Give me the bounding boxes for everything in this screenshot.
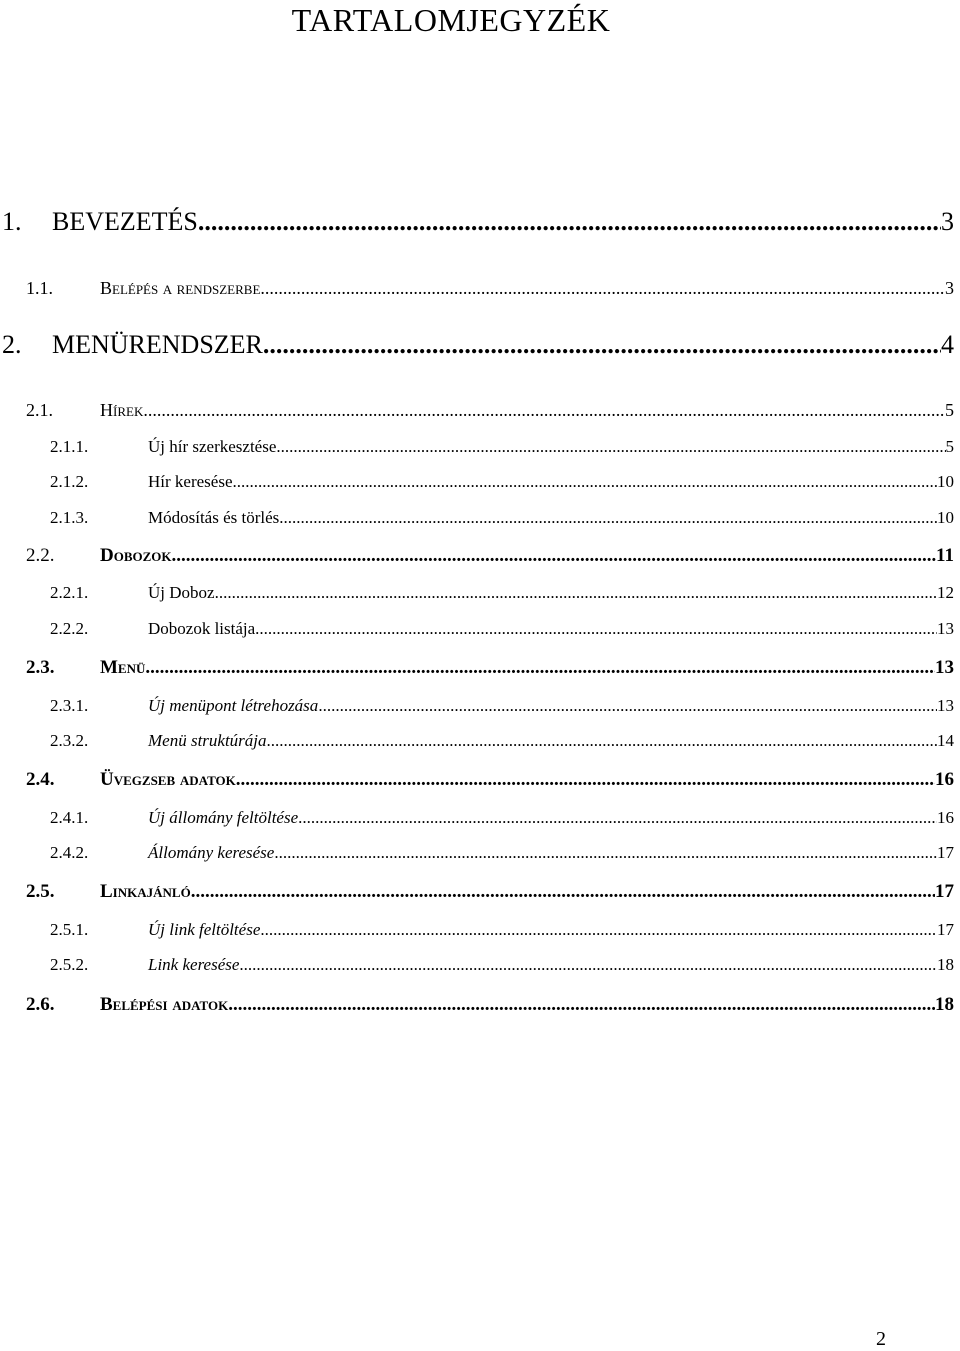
toc-entry-title: Menü struktúrája <box>148 731 267 751</box>
toc-entry-page: 13 <box>935 657 960 679</box>
toc-entry-page: 18 <box>937 955 960 975</box>
toc-entry-page: 13 <box>937 696 960 716</box>
toc-dot-leader <box>260 278 945 299</box>
toc-entry-page: 3 <box>941 207 960 237</box>
toc-entry-modositas[interactable] <box>0 508 960 528</box>
toc-entry-page: 14 <box>937 731 960 751</box>
toc-entry-menu[interactable] <box>0 657 960 679</box>
toc-entry-menurendszer[interactable] <box>0 330 960 360</box>
toc-entry-page: 16 <box>935 769 960 791</box>
toc-entry-page: 5 <box>945 400 960 421</box>
toc-entry-belepes[interactable] <box>0 278 960 299</box>
toc-entry-number: 2.4.2. <box>0 843 148 863</box>
toc-entry-dobozok[interactable] <box>0 545 960 567</box>
toc-entry-number: 2.4. <box>0 769 100 791</box>
toc-entry-title: Dobozok <box>100 545 172 567</box>
toc-entry-title: Új hír szerkesztése <box>148 437 276 457</box>
toc-entry-number: 2.1.1. <box>0 437 148 457</box>
toc-entry-dobozok-listaja[interactable] <box>0 619 960 639</box>
toc-dot-leader <box>191 881 935 903</box>
toc-entry-title: Új Doboz <box>148 583 215 603</box>
page-number: 2 <box>876 1328 886 1351</box>
toc-dot-leader <box>236 769 935 791</box>
toc-entry-title: Belépési adatok <box>100 994 228 1016</box>
toc-entry-page: 12 <box>937 583 960 603</box>
toc-entry-page: 17 <box>937 920 960 940</box>
toc-entry-hir-keresese[interactable] <box>0 472 960 492</box>
toc-entry-page: 10 <box>937 472 960 492</box>
toc-entry-title: Hír keresése <box>148 472 233 492</box>
toc-dot-leader <box>228 994 935 1016</box>
toc-entry-title: Menü <box>100 657 145 679</box>
toc-entry-number: 2.1.2. <box>0 472 148 492</box>
toc-entry-number: 2.2. <box>0 545 100 567</box>
toc-entry-page: 3 <box>945 278 960 299</box>
toc-dot-leader <box>260 920 937 940</box>
toc-dot-leader <box>198 207 941 237</box>
toc-entry-page: 10 <box>937 508 960 528</box>
toc-dot-leader <box>143 400 945 421</box>
toc-entry-number: 2. <box>0 330 52 360</box>
toc-entry-page: 16 <box>937 808 960 828</box>
toc-entry-uj-menupont[interactable] <box>0 696 960 716</box>
toc-entry-number: 2.2.2. <box>0 619 148 639</box>
toc-entry-allomany-keresese[interactable] <box>0 843 960 863</box>
page-title: TARTALOMJEGYZÉK <box>0 2 902 39</box>
toc-entry-title: Linkajánló <box>100 881 191 903</box>
toc-entry-linkajanlo[interactable] <box>0 881 960 903</box>
toc-entry-uj-link[interactable] <box>0 920 960 940</box>
toc-entry-title: Módosítás és törlés <box>148 508 279 528</box>
toc-entry-number: 2.2.1. <box>0 583 148 603</box>
toc-dot-leader <box>298 808 937 828</box>
toc-entry-page: 11 <box>936 545 960 567</box>
toc-entry-number: 1.1. <box>0 278 100 299</box>
toc-entry-page: 4 <box>941 330 960 360</box>
toc-entry-uj-allomany[interactable] <box>0 808 960 828</box>
toc-entry-link-keresese[interactable] <box>0 955 960 975</box>
toc-entry-number: 2.6. <box>0 994 100 1016</box>
toc-entry-title: MENÜRENDSZER <box>52 330 263 360</box>
toc-entry-uj-hir[interactable] <box>0 437 960 457</box>
toc-entry-number: 1. <box>0 207 52 237</box>
toc-dot-leader <box>255 619 937 639</box>
toc-dot-leader <box>267 731 937 751</box>
toc-dot-leader <box>145 657 935 679</box>
toc-entry-page: 18 <box>935 994 960 1016</box>
toc-entry-number: 2.4.1. <box>0 808 148 828</box>
toc-dot-leader <box>279 508 937 528</box>
toc-dot-leader <box>263 330 941 360</box>
toc-dot-leader <box>215 583 937 603</box>
toc-entry-title: Új link feltöltése <box>148 920 260 940</box>
toc-entry-belepesi-adatok[interactable] <box>0 994 960 1016</box>
toc-entry-page: 17 <box>935 881 960 903</box>
toc-entry-number: 2.3. <box>0 657 100 679</box>
toc-entry-number: 2.1.3. <box>0 508 148 528</box>
toc-entry-uvegzseb[interactable] <box>0 769 960 791</box>
toc-entry-title: BEVEZETÉS <box>52 207 198 237</box>
toc-entry-title: Dobozok listája <box>148 619 255 639</box>
toc-entry-number: 2.1. <box>0 400 100 421</box>
toc-entry-number: 2.5. <box>0 881 100 903</box>
toc-dot-leader <box>274 843 937 863</box>
toc-entry-number: 2.3.1. <box>0 696 148 716</box>
toc-dot-leader <box>318 696 937 716</box>
toc-entry-hirek[interactable] <box>0 400 960 421</box>
toc-entry-number: 2.5.2. <box>0 955 148 975</box>
toc-entry-number: 2.3.2. <box>0 731 148 751</box>
toc-entry-title: Új állomány feltöltése <box>148 808 298 828</box>
toc-entry-bevezetes[interactable] <box>0 207 960 237</box>
toc-entry-title: Belépés a rendszerbe <box>100 278 260 299</box>
toc-entry-title: Link keresése <box>148 955 239 975</box>
toc-dot-leader <box>276 437 945 457</box>
toc-entry-page: 13 <box>937 619 960 639</box>
toc-entry-title: Új menüpont létrehozása <box>148 696 318 716</box>
toc-entry-page: 17 <box>937 843 960 863</box>
toc-entry-uj-doboz[interactable] <box>0 583 960 603</box>
toc-dot-leader <box>239 955 937 975</box>
toc-dot-leader <box>172 545 937 567</box>
toc-entry-title: Hírek <box>100 400 143 421</box>
toc-entry-title: Állomány keresése <box>148 843 274 863</box>
toc-dot-leader <box>233 472 938 492</box>
toc-entry-number: 2.5.1. <box>0 920 148 940</box>
toc-entry-page: 5 <box>946 437 960 457</box>
toc-entry-title: Üvegzseb adatok <box>100 769 236 791</box>
toc-entry-menu-strukturaja[interactable] <box>0 731 960 751</box>
